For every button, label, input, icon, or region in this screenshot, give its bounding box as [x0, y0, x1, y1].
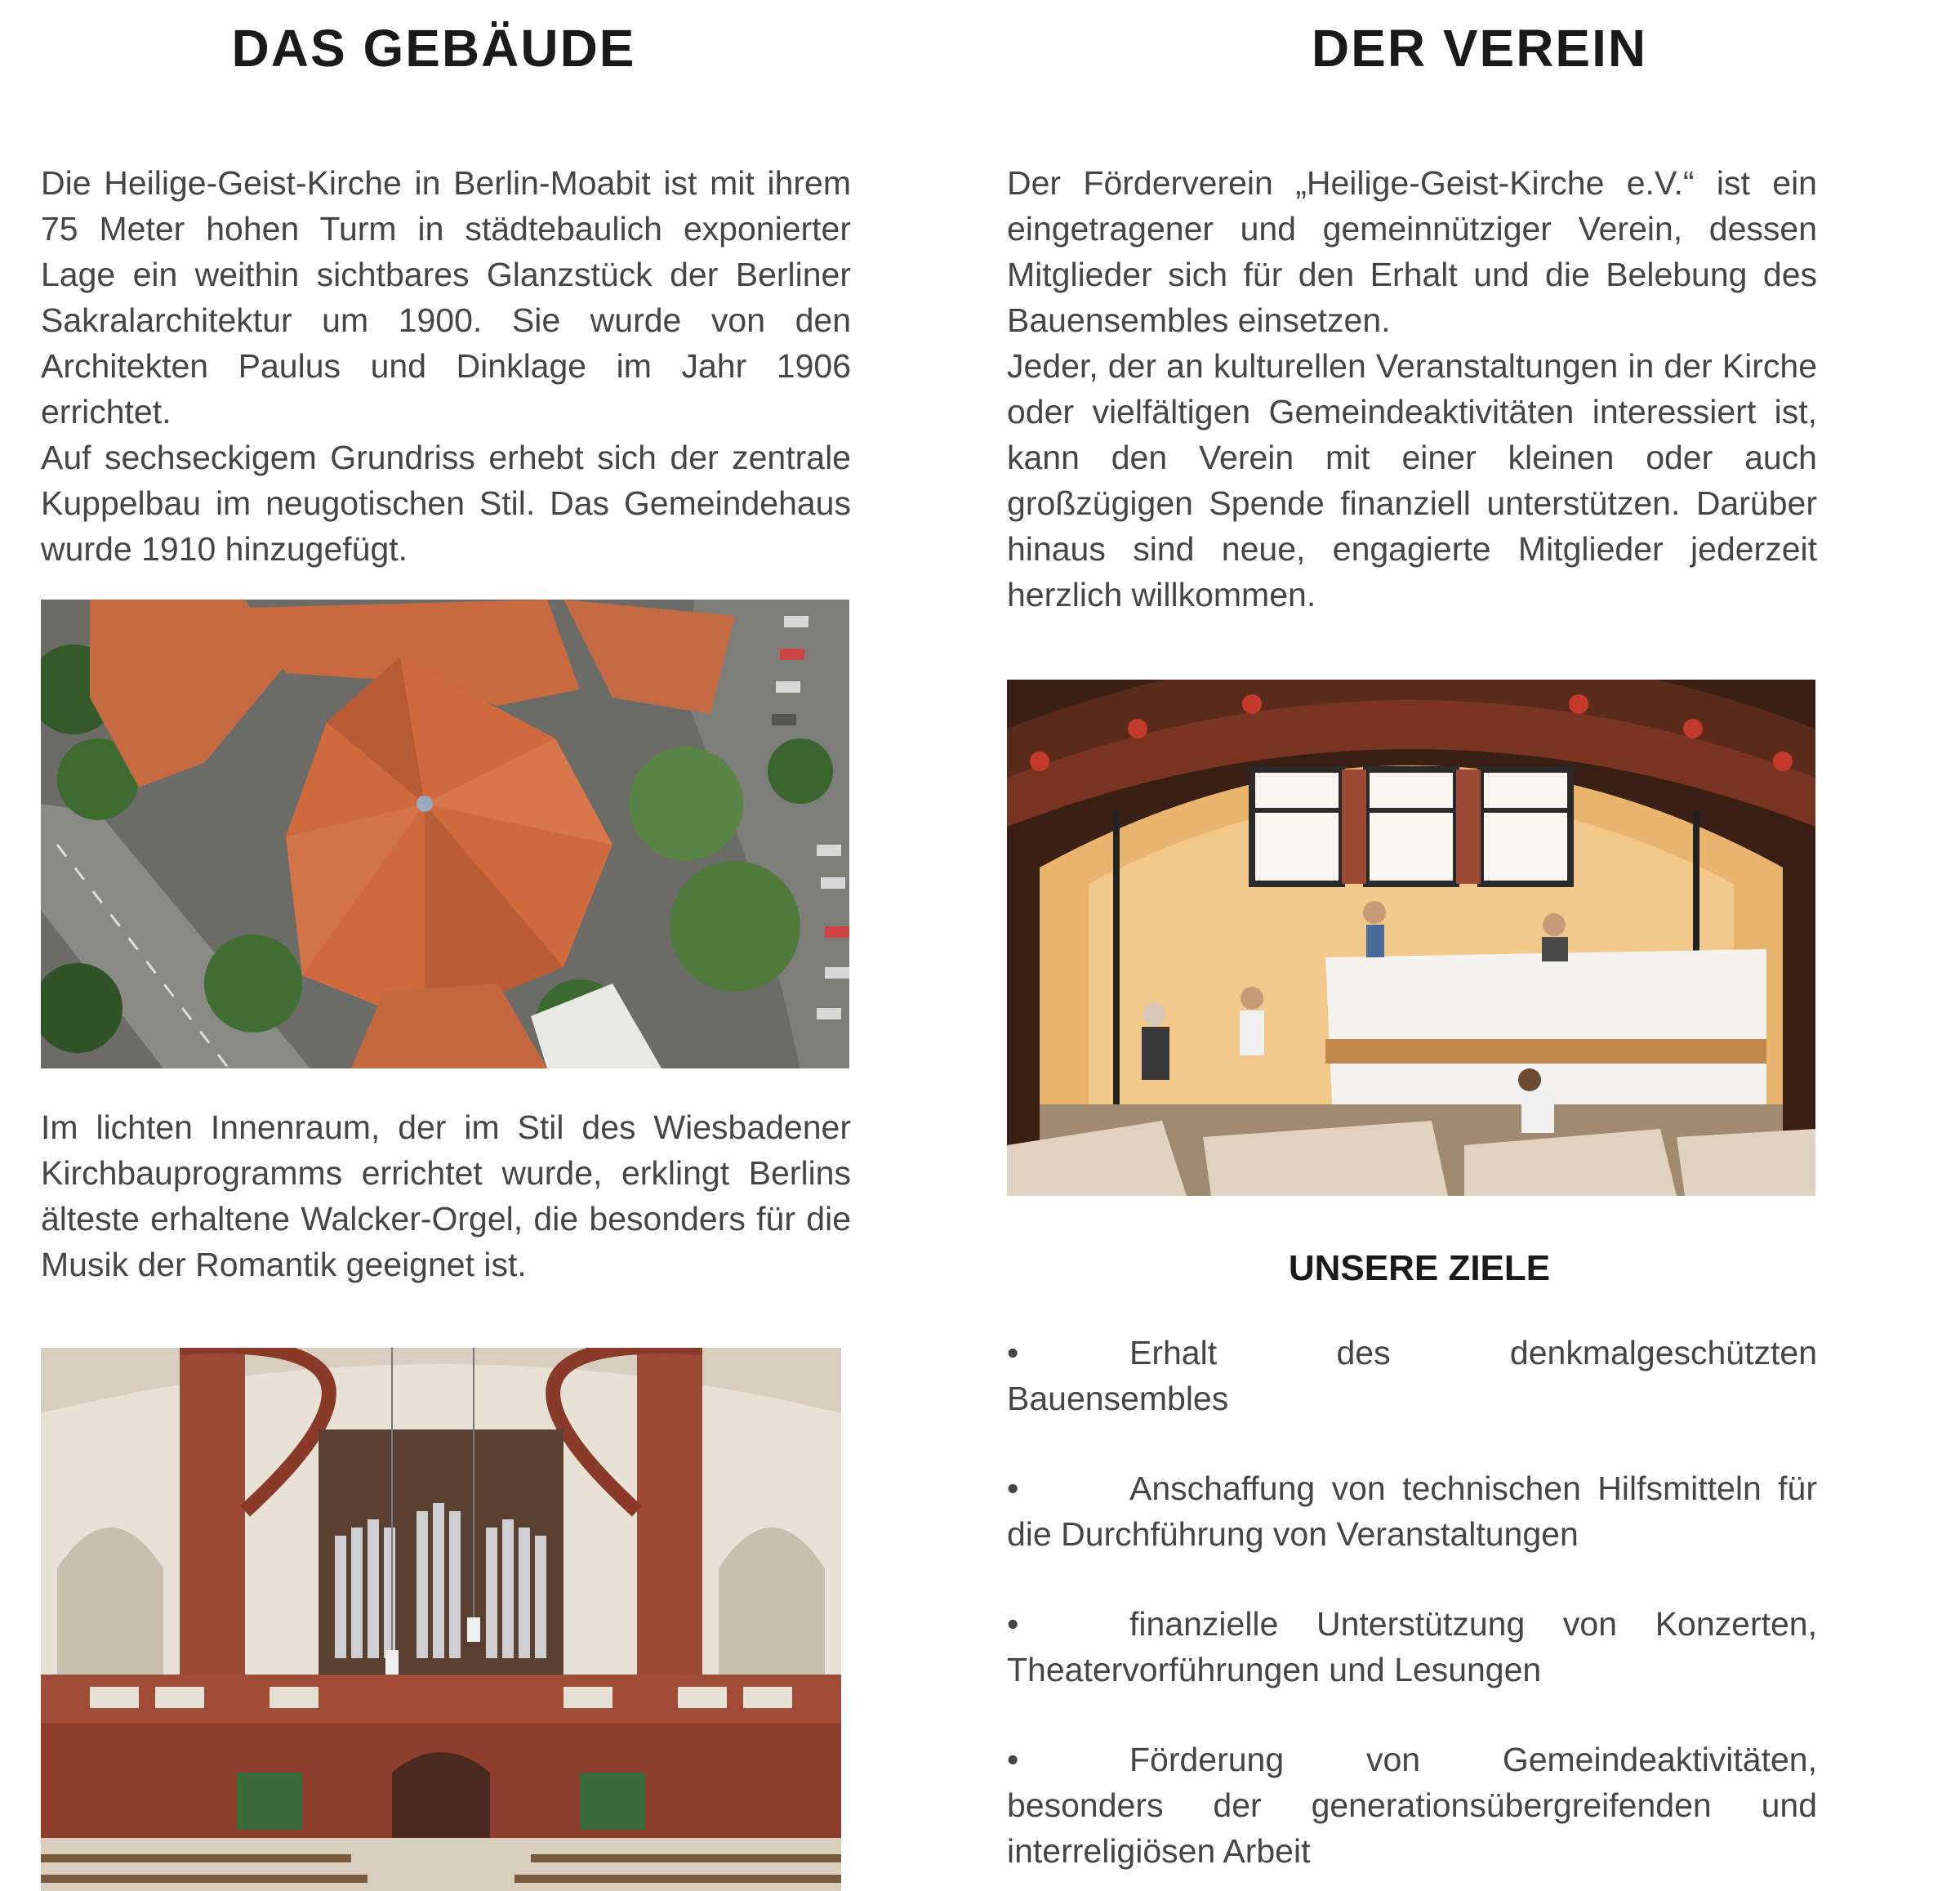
bullet-icon: •: [1007, 1470, 1019, 1507]
goal-item: [1007, 1601, 1817, 1693]
goal-text: Anschaffung von technischen Hilfsmitteln für die Durchführung von Veranstaltungen: [1007, 1470, 1817, 1553]
goal-text: finanzielle Unterstützung von Konzerten, Theatervorführungen und Lesungen: [1007, 1605, 1817, 1688]
aerial-church-photo: [41, 600, 849, 1068]
paragraph-association-support: Jeder, der an kulturellen Veranstaltungen in der Kirche oder vielfältigen Gemeindeaktivitäten interessiert ist, kann den Verein mit einer kleinen oder auch großzügigen Spende finanziell unterstützen. Darüber hinaus sind neue, engagierte Mitglieder jederzeit herzlich willkommen.: [1007, 347, 1817, 613]
goal-item: [1007, 1737, 1817, 1874]
paragraph-association-intro: Der Förderverein „Heilige-Geist-Kirche e.V.“ ist ein eingetragener und gemeinnütziger Verein, dessen Mitglieder sich für den Erhalt und die Belebung des Bauensembles einsetzen.: [1007, 164, 1817, 339]
bullet-icon: •: [1007, 1741, 1019, 1778]
goal-text: Förderung von Gemeindeaktivitäten, besonders der generationsübergreifenden und interreligiösen Arbeit: [1007, 1741, 1817, 1870]
goal-item: [1007, 1465, 1817, 1557]
heading-association: DER VEREIN: [1311, 19, 1648, 78]
goals-heading: UNSERE ZIELE: [1288, 1248, 1551, 1288]
heading-building: DAS GEBÄUDE: [231, 19, 636, 78]
church-interior-organ-photo: [41, 1348, 841, 1891]
church-foyer-photo: [1007, 680, 1815, 1196]
paragraph-building-history: Die Heilige-Geist-Kirche in Berlin-Moabit ist mit ihrem 75 Meter hohen Turm in städtebaulich exponierter Lage ein weithin sichtbares Glanzstück der Berliner Sakralarchitektur um 1900. Sie wurde von den Architekten Paulus und Dinklage im Jahr 1906 errichtet.: [41, 164, 851, 430]
bullet-icon: •: [1007, 1334, 1019, 1371]
paragraph-building-floorplan: Auf sechseckigem Grundriss erhebt sich der zentrale Kuppelbau im neugotischen Stil. Das Gemeindehaus wurde 1910 hinzugefügt.: [41, 439, 851, 568]
goal-item: [1007, 1330, 1817, 1421]
goal-text: Erhalt des denkmalgeschützten Bauensembles: [1007, 1334, 1817, 1417]
bullet-icon: •: [1007, 1605, 1019, 1643]
paragraph-interior-organ: Im lichten Innenraum, der im Stil des Wiesbadener Kirchbauprogramms errichtet wurde, erklingt Berlins älteste erhaltene Walcker-Orgel, die besonders für die Musik der Romantik geeignet ist.: [41, 1108, 851, 1283]
